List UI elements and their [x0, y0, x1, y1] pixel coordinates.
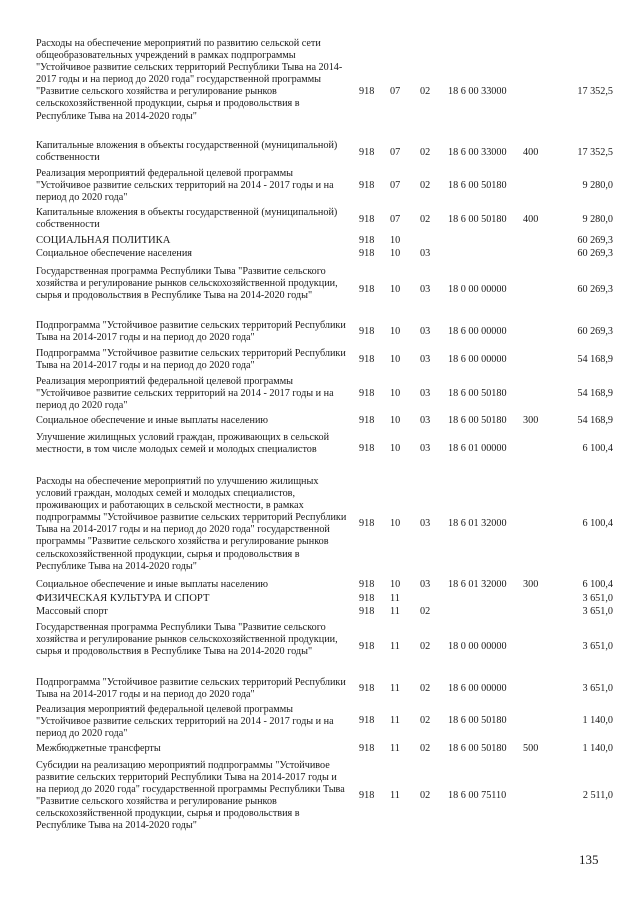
row-name: Подпрограмма "Устойчивое развитие сельских территорий Республики Тыва на 2014-2017 годы и на период до 2020 года"	[36, 348, 346, 372]
target-article-code: 18 6 01 32000	[448, 518, 507, 529]
amount: 9 280,0	[582, 180, 613, 191]
ministry-code: 918	[359, 235, 375, 246]
section-code: 07	[390, 86, 401, 97]
ministry-code: 918	[359, 715, 375, 726]
row-name: Массовый спорт	[36, 606, 108, 617]
expense-type-code: 300	[523, 415, 539, 426]
section-code: 11	[390, 593, 400, 604]
section-heading: ФИЗИЧЕСКАЯ КУЛЬТУРА И СПОРТ	[36, 593, 210, 604]
subsection-code: 02	[420, 683, 431, 694]
ministry-code: 918	[359, 683, 375, 694]
target-article-code: 18 6 00 33000	[448, 86, 507, 97]
row-name: Расходы на обеспечение мероприятий по улучшению жилищных условий граждан, молодых семей и молодых специалистов, проживающих и работающих в сельской местности, в рамках подпрограммы "Устойчивое развитие сельских территорий Республики Тыва на 2014-2017 годы и на период до 2020 года" государственной программы "Развитие сельского хозяйства и регулирование рынков сельскохозяйственной продукции, сырья и продовольствия в Республике Тыва на 2014-2020 годы"	[36, 476, 347, 572]
row-name: Социальное обеспечение населения	[36, 248, 192, 259]
ministry-code: 918	[359, 86, 375, 97]
target-article-code: 18 6 00 50180	[448, 415, 507, 426]
target-article-code: 18 6 00 50180	[448, 388, 507, 399]
section-code: 11	[390, 715, 400, 726]
expense-type-code: 500	[523, 743, 539, 754]
amount: 6 100,4	[582, 518, 613, 529]
subsection-code: 03	[420, 248, 431, 259]
row-name: Капитальные вложения в объекты государственной (муниципальной) собственности	[36, 140, 338, 164]
section-code: 10	[390, 579, 401, 590]
ministry-code: 918	[359, 518, 375, 529]
ministry-code: 918	[359, 284, 375, 295]
row-name: Реализация мероприятий федеральной целевой программы "Устойчивое развитие сельских территорий на 2014 - 2017 годы и на период до 2020 года"	[36, 376, 334, 412]
ministry-code: 918	[359, 606, 375, 617]
amount: 54 168,9	[577, 388, 613, 399]
row-name: Социальное обеспечение и иные выплаты населению	[36, 579, 269, 590]
subsection-code: 03	[420, 518, 431, 529]
ministry-code: 918	[359, 388, 375, 399]
amount: 1 140,0	[582, 715, 613, 726]
subsection-code: 02	[420, 743, 431, 754]
amount: 3 651,0	[582, 641, 613, 652]
ministry-code: 918	[359, 593, 375, 604]
subsection-code: 03	[420, 415, 431, 426]
subsection-code: 03	[420, 443, 431, 454]
target-article-code: 18 0 00 00000	[448, 284, 507, 295]
row-name: Субсидии на реализацию мероприятий подпрограммы "Устойчивое развитие сельских территорий Республики Тыва на 2014-2017 годы и на период до 2020 года" государственной программы Республики Тыва "Развитие сельского хозяйства и регулирование рынков сельскохозяйственной продукции, сырья и продовольствия в Республике Тыва на 2014-2020 годы"	[36, 760, 345, 832]
ministry-code: 918	[359, 354, 375, 365]
section-code: 11	[390, 683, 400, 694]
ministry-code: 918	[359, 248, 375, 259]
subsection-code: 02	[420, 147, 431, 158]
section-code: 11	[390, 743, 400, 754]
expense-type-code: 400	[523, 214, 539, 225]
target-article-code: 18 6 00 33000	[448, 147, 507, 158]
target-article-code: 18 6 00 00000	[448, 683, 507, 694]
section-code: 11	[390, 790, 400, 801]
amount: 3 651,0	[582, 593, 613, 604]
ministry-code: 918	[359, 180, 375, 191]
page-number: 135	[579, 852, 599, 867]
ministry-code: 918	[359, 326, 375, 337]
expense-type-code: 400	[523, 147, 539, 158]
row-name: Социальное обеспечение и иные выплаты населению	[36, 415, 269, 426]
amount: 60 269,3	[577, 248, 613, 259]
subsection-code: 02	[420, 790, 431, 801]
subsection-code: 02	[420, 86, 431, 97]
subsection-code: 03	[420, 579, 431, 590]
amount: 60 269,3	[577, 326, 613, 337]
amount: 2 511,0	[582, 790, 613, 801]
amount: 6 100,4	[582, 443, 613, 454]
subsection-code: 03	[420, 284, 431, 295]
expense-type-code: 300	[523, 579, 539, 590]
amount: 6 100,4	[582, 579, 613, 590]
ministry-code: 918	[359, 641, 375, 652]
ministry-code: 918	[359, 147, 375, 158]
target-article-code: 18 6 01 00000	[448, 443, 507, 454]
section-heading: СОЦИАЛЬНАЯ ПОЛИТИКА	[36, 235, 171, 246]
section-code: 10	[390, 518, 401, 529]
ministry-code: 918	[359, 579, 375, 590]
amount: 3 651,0	[582, 683, 613, 694]
section-code: 10	[390, 443, 401, 454]
target-article-code: 18 6 00 75110	[448, 790, 507, 801]
section-code: 10	[390, 354, 401, 365]
subsection-code: 03	[420, 388, 431, 399]
row-name: Расходы на обеспечение мероприятий по развитию сельской сети общеобразовательных учреждений в рамках подпрограммы "Устойчивое развитие сельских территорий Республики Тыва на 2014-2017 годы и на период до 2020 года" государственной программы "Развитие сельского хозяйства и регулирование рынков сельскохозяйственной продукции, сырья и продовольствия в Республике Тыва на 2014-2020 годы"	[36, 38, 343, 122]
target-article-code: 18 6 00 50180	[448, 743, 507, 754]
row-name: Межбюджетные трансферты	[36, 743, 161, 754]
subsection-code: 02	[420, 715, 431, 726]
subsection-code: 02	[420, 180, 431, 191]
ministry-code: 918	[359, 790, 375, 801]
section-code: 10	[390, 248, 401, 259]
section-code: 11	[390, 641, 400, 652]
row-name: Реализация мероприятий федеральной целевой программы "Устойчивое развитие сельских территорий на 2014 - 2017 годы и на период до 2020 года"	[36, 704, 334, 740]
section-code: 07	[390, 180, 401, 191]
amount: 54 168,9	[577, 354, 613, 365]
row-name: Улучшение жилищных условий граждан, проживающих в сельской местности, в том числе молодых семей и молодых специалистов	[36, 432, 330, 456]
section-code: 10	[390, 326, 401, 337]
amount: 1 140,0	[582, 743, 613, 754]
section-code: 10	[390, 284, 401, 295]
amount: 17 352,5	[577, 147, 613, 158]
subsection-code: 02	[420, 214, 431, 225]
amount: 3 651,0	[582, 606, 613, 617]
amount: 17 352,5	[577, 86, 613, 97]
amount: 60 269,3	[577, 284, 613, 295]
amount: 9 280,0	[582, 214, 613, 225]
row-name: Капитальные вложения в объекты государственной (муниципальной) собственности	[36, 207, 338, 231]
ministry-code: 918	[359, 743, 375, 754]
subsection-code: 03	[420, 326, 431, 337]
target-article-code: 18 6 01 32000	[448, 579, 507, 590]
target-article-code: 18 6 00 50180	[448, 715, 507, 726]
ministry-code: 918	[359, 214, 375, 225]
subsection-code: 02	[420, 641, 431, 652]
section-code: 10	[390, 415, 401, 426]
target-article-code: 18 0 00 00000	[448, 641, 507, 652]
row-name: Подпрограмма "Устойчивое развитие сельских территорий Республики Тыва на 2014-2017 годы и на период до 2020 года"	[36, 677, 346, 701]
section-code: 10	[390, 388, 401, 399]
target-article-code: 18 6 00 50180	[448, 180, 507, 191]
target-article-code: 18 6 00 00000	[448, 354, 507, 365]
row-name: Государственная программа Республики Тыва "Развитие сельского хозяйства и регулирование рынков сельскохозяйственной продукции, сырья и продовольствия в Республике Тыва на 2014-2020 годы"	[36, 266, 338, 302]
amount: 54 168,9	[577, 415, 613, 426]
subsection-code: 02	[420, 606, 431, 617]
subsection-code: 03	[420, 354, 431, 365]
section-code: 07	[390, 147, 401, 158]
section-code: 10	[390, 235, 401, 246]
target-article-code: 18 6 00 50180	[448, 214, 507, 225]
section-code: 11	[390, 606, 400, 617]
row-name: Государственная программа Республики Тыва "Развитие сельского хозяйства и регулирование рынков сельскохозяйственной продукции, сырья и продовольствия в Республике Тыва на 2014-2020 годы"	[36, 622, 338, 658]
ministry-code: 918	[359, 443, 375, 454]
amount: 60 269,3	[577, 235, 613, 246]
ministry-code: 918	[359, 415, 375, 426]
row-name: Подпрограмма "Устойчивое развитие сельских территорий Республики Тыва на 2014-2017 годы и на период до 2020 года"	[36, 320, 346, 344]
row-name: Реализация мероприятий федеральной целевой программы "Устойчивое развитие сельских территорий на 2014 - 2017 годы и на период до 2020 года"	[36, 168, 334, 204]
target-article-code: 18 6 00 00000	[448, 326, 507, 337]
section-code: 07	[390, 214, 401, 225]
